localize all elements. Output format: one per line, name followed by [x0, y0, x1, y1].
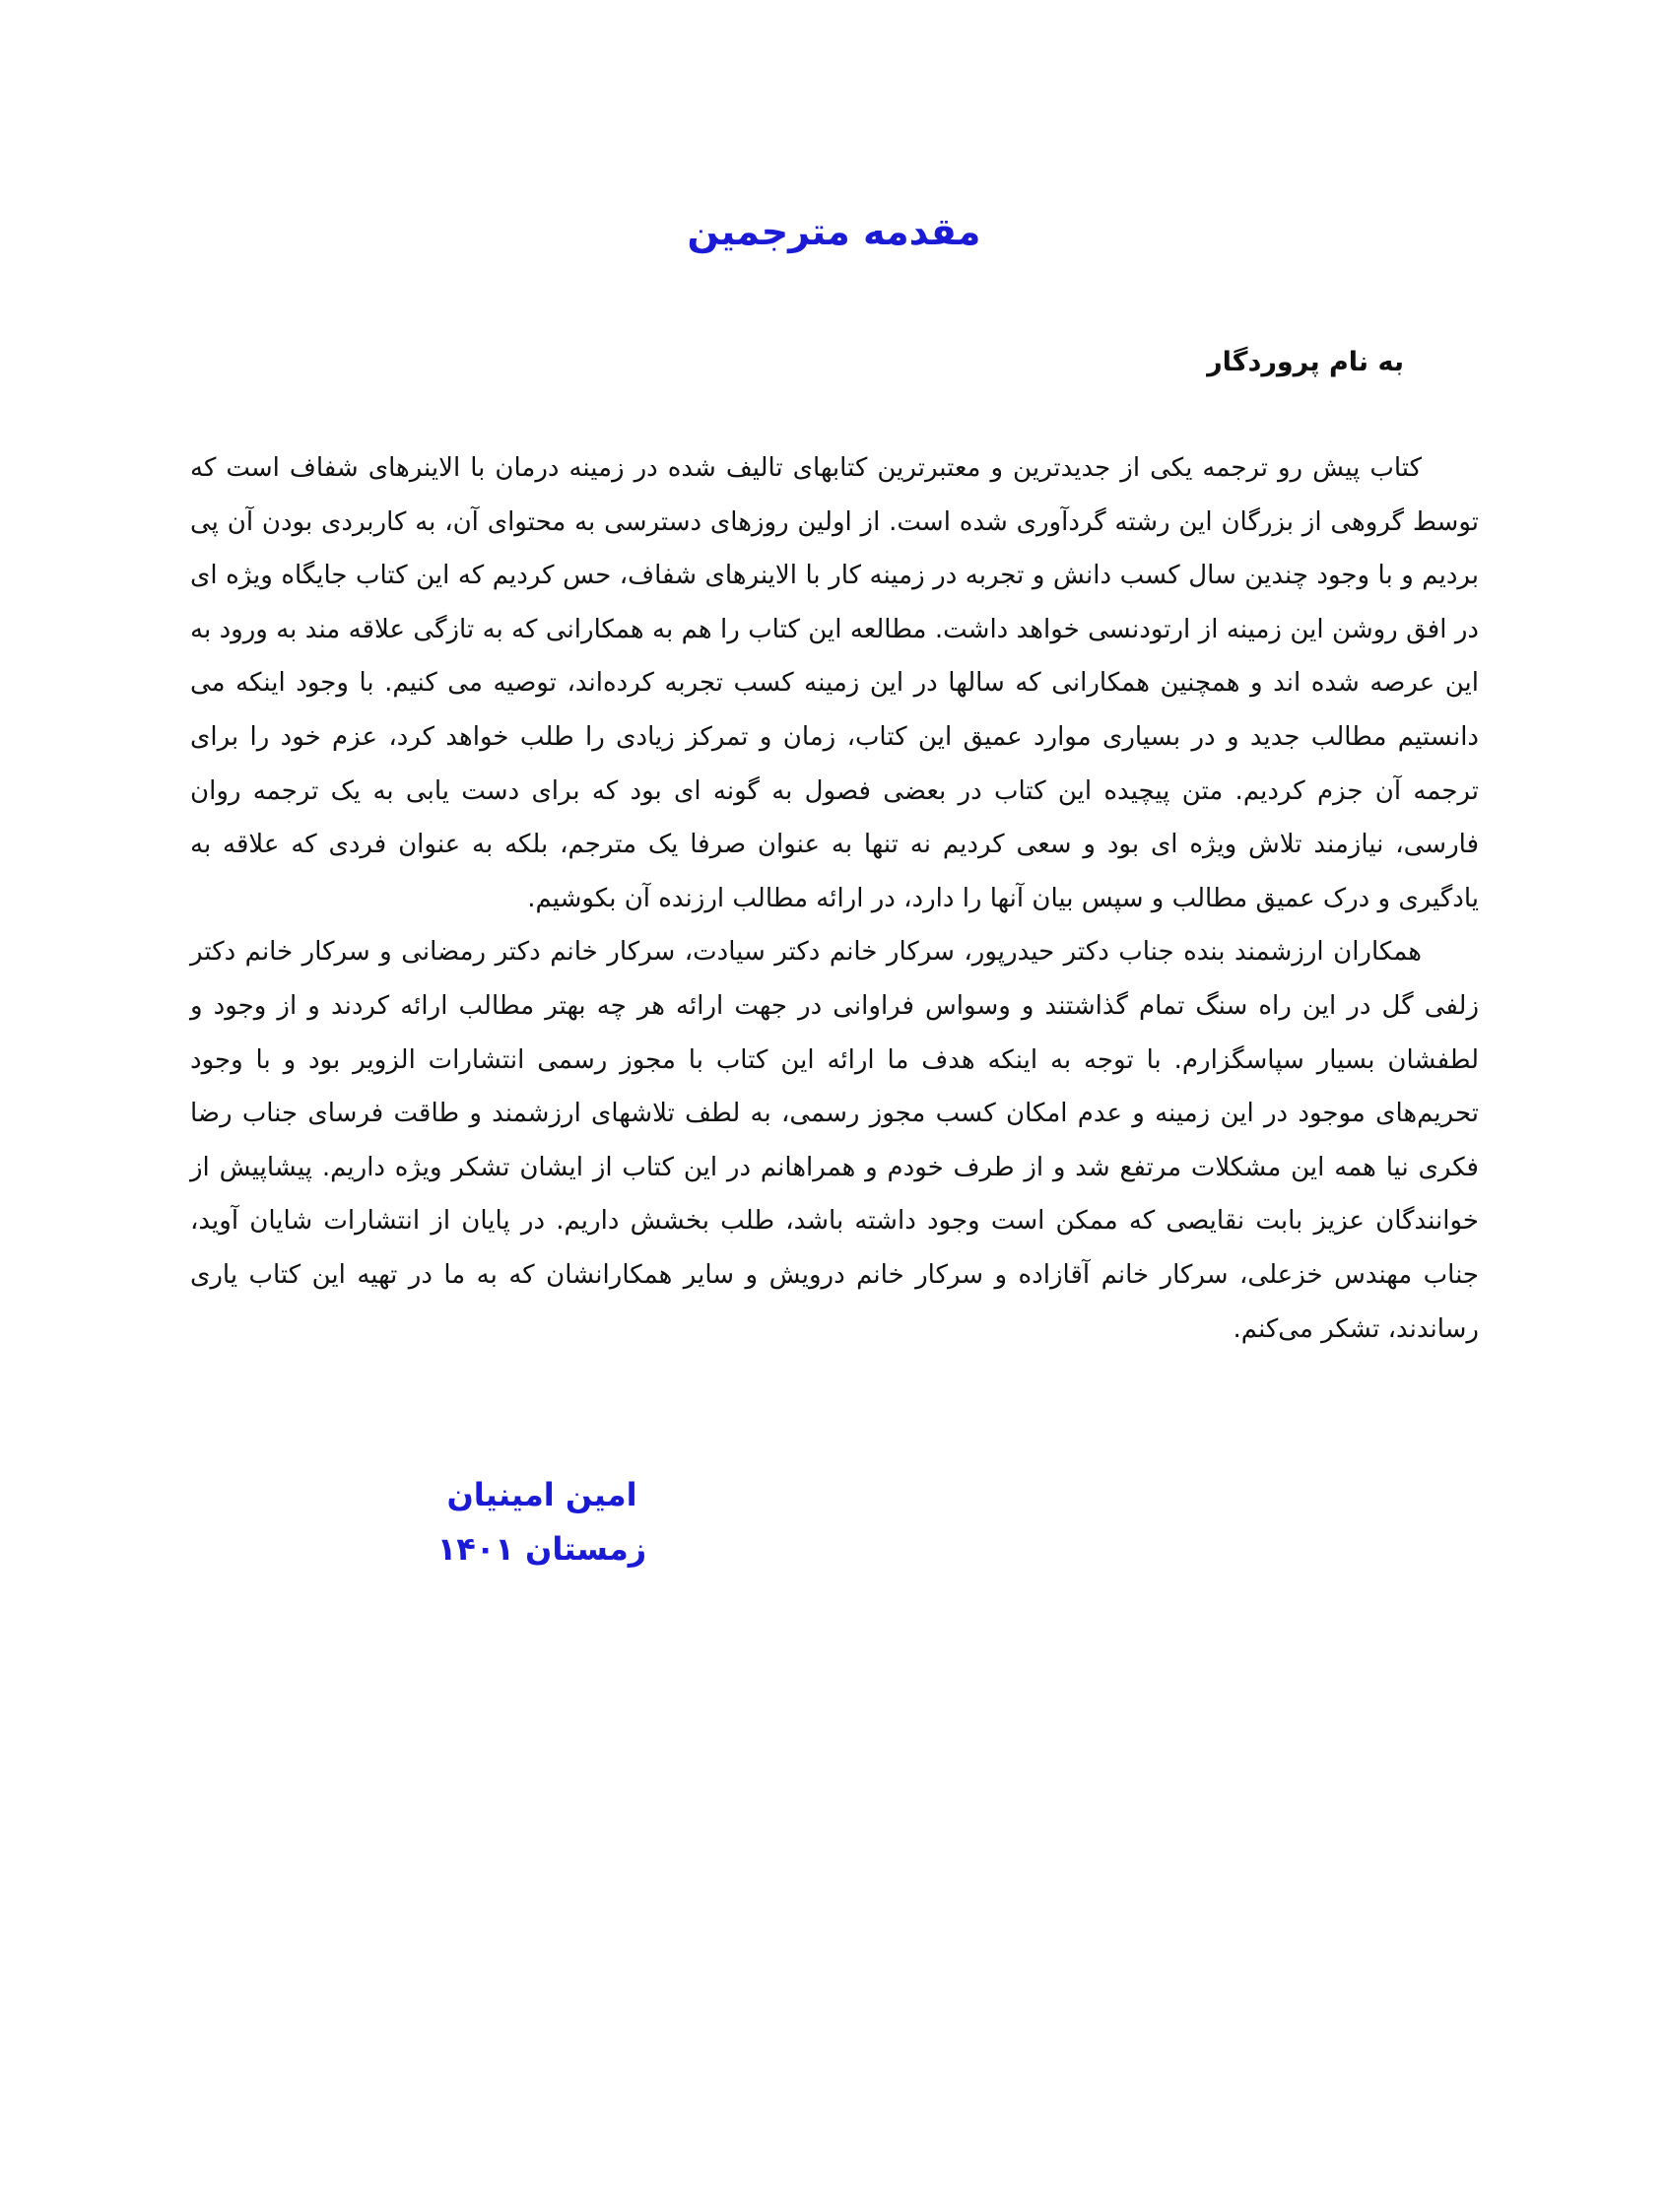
body-text	[190, 441, 1479, 1356]
paragraph-acknowledgements: همکاران ارزشمند بنده جناب دکتر حیدرپور، سرکار خانم دکتر سیادت، سرکار خانم دکتر رمضانی و سرکار خانم دکتر زلفی گل در این راه سنگ تمام گذاشتند و وسواس فراوانی در جهت ارائه هر چه بهتر مطالب ارائه کردند و از وجود و لطفشان بسیار سپاسگزارم. با توجه به اینکه هدف ما ارائه این کتاب با مجوز رسمی انتشارات الزویر بود و با وجود تحریم‌های موجود در این زمینه و عدم امکان کسب مجوز رسمی، به لطف تلاشهای ارزشمند و طاقت فرسای جناب رضا فکری نیا همه این مشکلات مرتفع شد و از طرف خودم و همراهانم در این کتاب از ایشان تشکر ویژه داریم. پیشاپیش از خوانندگان عزیز بابت نقایصی که ممکن است وجود داشته باشد، طلب بخشش داریم. در پایان از انتشارات شایان آوید، جناب مهندس خزعلی، سرکار خانم آقازاده و سرکار خانم درویش و سایر همکارانشان که به ما در تهیه این کتاب یاری رساندند، تشکر می‌کنم.	[190, 937, 1479, 1344]
greeting-line: به نام پروردگار	[1207, 347, 1404, 377]
signature-block	[384, 1468, 700, 1576]
signature-date: زمستان ۱۴۰۱	[436, 1530, 647, 1568]
signature-name: امین امینیان	[446, 1476, 637, 1513]
paragraph-intro: کتاب پیش رو ترجمه یکی از جدیدترین و معتبرترین کتابهای تالیف شده در زمینه درمان با الاینرهای شفاف است که توسط گروهی از بزرگان این رشته گردآوری شده است. از اولین روزهای دسترسی به محتوای آن، به کاربردی بودن آن پی بردیم و با وجود چندین سال کسب دانش و تجربه در زمینه کار با الاینرهای شفاف، حس کردیم که این کتاب جایگاه ویژه ای در افق روشن این زمینه از ارتودنسی خواهد داشت. مطالعه این کتاب را هم به همکارانی که به تازگی علاقه مند به ورود به این عرصه شده اند و همچنین همکارانی که سالها در این زمینه کسب تجربه کرده‌اند، توصیه می کنیم. با وجود اینکه می دانستیم مطالب جدید و در بسیاری موارد عمیق این کتاب، زمان و تمرکز زیادی را طلب خواهد کرد، عزم خود را برای ترجمه آن جزم کردیم. متن پیچیده این کتاب در بعضی فصول به گونه ای بود که برای دست یابی به یک ترجمه روان فارسی، نیازمند تلاش ویژه ای بود و سعی کردیم نه تنها به عنوان صرفا یک مترجم، بلکه به عنوان فردی که علاقه به یادگیری و درک عمیق مطالب و سپس بیان آنها را دارد، در ارائه مطالب ارزنده آن بکوشیم.	[190, 453, 1479, 913]
page-title: مقدمه مترجمین	[687, 210, 981, 253]
